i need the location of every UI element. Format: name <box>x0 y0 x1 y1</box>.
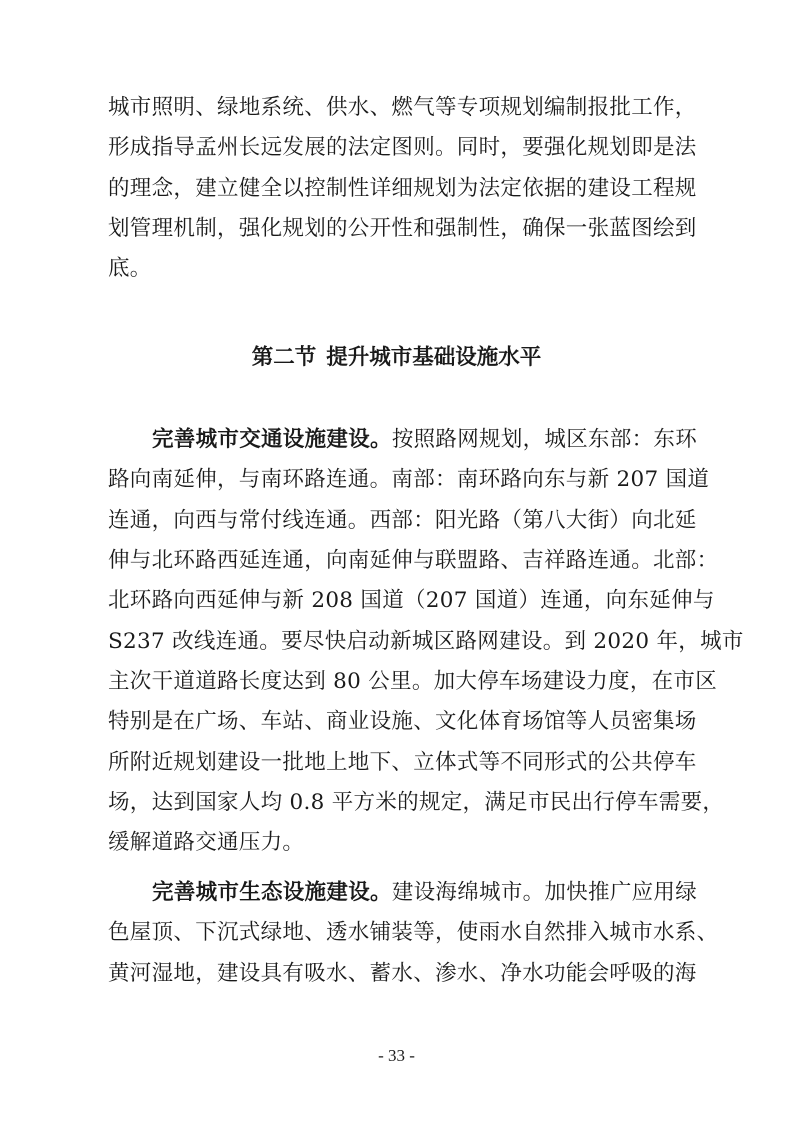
body-text-line: 路向南延伸，与南环路连通。南部：南环路向东与新 207 国道 <box>108 467 710 492</box>
body-text-line: 缓解道路交通压力。 <box>108 830 305 855</box>
page-number: - 33 - <box>378 1046 415 1065</box>
body-text-line: 形成指导孟州长远发展的法定图则。同时，要强化规划即是法 <box>108 135 697 160</box>
body-text-line: 所附近规划建设一批地上地下、立体式等不同形式的公共停车 <box>108 750 697 775</box>
paragraph-first-line <box>152 880 698 906</box>
body-text-line: 连通，向西与常付线连通。西部：阳光路（第八大街）向北延 <box>108 508 697 533</box>
body-text-line: 黄河湿地，建设具有吸水、蓄水、渗水、净水功能会呼吸的海 <box>108 961 697 986</box>
paragraph-lead-heading: 完善城市交通设施建设。 <box>152 427 392 452</box>
paragraph-first-line <box>152 427 698 453</box>
body-text-line: 底。 <box>108 256 152 281</box>
section-title: 提升城市基础设施水平 <box>326 345 542 370</box>
body-text-line: 场，达到国家人均 0.8 平方米的规定，满足市民出行停车需要， <box>108 790 725 815</box>
body-text-line: 的理念，建立健全以控制性详细规划为法定依据的建设工程规 <box>108 176 697 201</box>
paragraph-lead-heading: 完善城市生态设施建设。 <box>152 880 392 905</box>
body-text-line: 伸与北环路西延连通，向南延伸与联盟路、吉祥路连通。北部： <box>108 548 719 573</box>
body-text-span: 建设海绵城市。加快推广应用绿 <box>391 880 698 905</box>
body-text-line: S237 改线连通。要尽快启动新城区路网建设。到 2020 年，城市 <box>108 629 744 654</box>
body-text-line: 特别是在广场、车站、商业设施、文化体育场馆等人员密集场 <box>108 709 697 734</box>
section-heading <box>0 344 793 372</box>
body-text-line: 北环路向西延伸与新 208 国道（207 国道）连通，向东延伸与 <box>108 588 715 613</box>
section-number: 第二节 <box>251 345 317 370</box>
body-text-line: 划管理机制，强化规划的公开性和强制性，确保一张蓝图绘到 <box>108 216 697 241</box>
body-text-line: 城市照明、绿地系统、供水、燃气等专项规划编制报批工作， <box>108 95 697 120</box>
body-text-line: 主次干道道路长度达到 80 公里。加大停车场建设力度，在市区 <box>108 669 718 694</box>
body-text-span: 按照路网规划，城区东部：东环 <box>391 427 698 452</box>
body-text-line: 色屋顶、下沉式绿地、透水铺装等，使雨水自然排入城市水系、 <box>108 920 719 945</box>
